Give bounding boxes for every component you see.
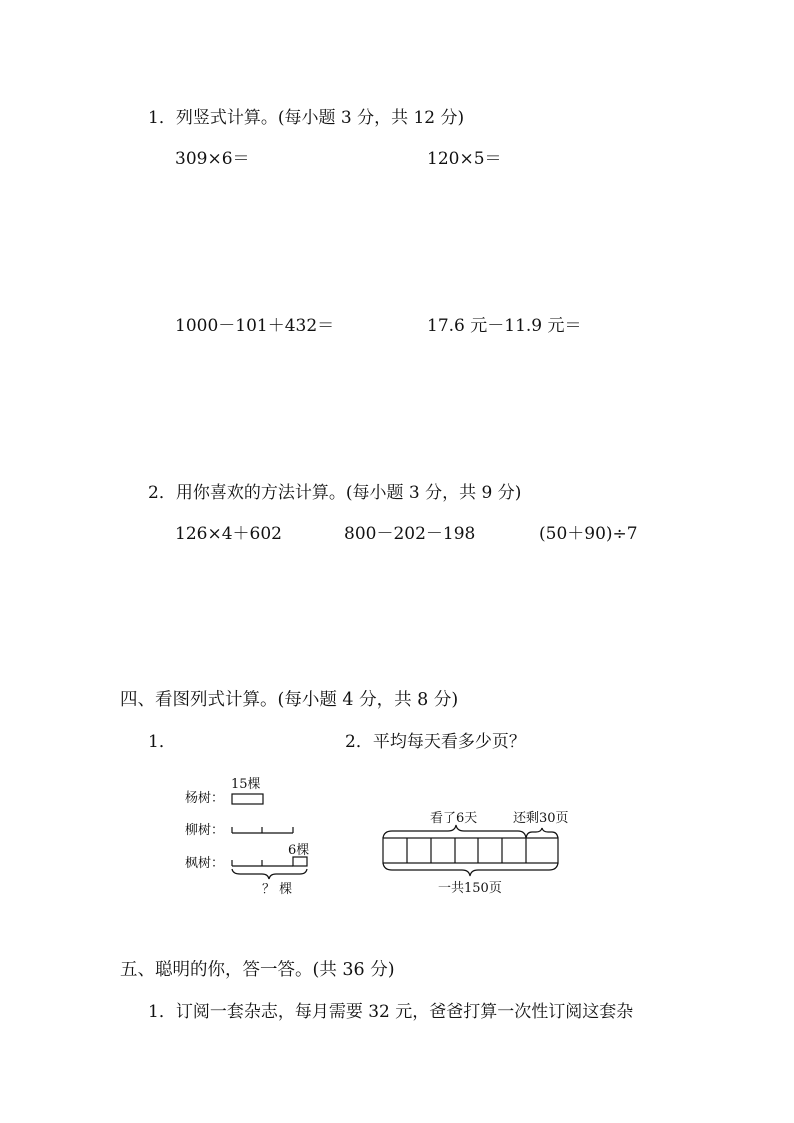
feng-total-brace — [232, 869, 307, 879]
total-pages-brace — [383, 863, 558, 876]
q1-item-4: 17.6 元－11.9 元＝ — [427, 316, 582, 336]
left-pages-brace — [526, 828, 558, 838]
read-days-label: 看了6天 — [430, 811, 478, 826]
feng-extra-box — [293, 857, 307, 866]
s4-q1-label: 1． — [148, 732, 176, 752]
read-days-brace — [383, 825, 526, 838]
tree-diagram — [185, 776, 309, 897]
q2-item-2: 800－202－198 — [344, 524, 476, 544]
row-label-feng: 枫树： — [185, 856, 225, 871]
pages-bar — [383, 838, 558, 863]
total-pages-label: 一共150页 — [438, 881, 502, 896]
q2-item-3: (50＋90)÷7 — [539, 524, 638, 544]
left-pages-label: 还剩30页 — [513, 811, 569, 826]
section4-heading: 四、看图列式计算。(每小题 4 分，共 8 分) — [120, 690, 459, 710]
row-label-liu: 柳树： — [185, 823, 225, 838]
feng-extra-label: 6棵 — [288, 843, 310, 858]
q1-item-2: 120×5＝ — [427, 149, 502, 169]
q1-item-1: 309×6＝ — [175, 149, 250, 169]
pages-diagram — [383, 811, 569, 896]
section5-heading: 五、聪明的你，答一答。(共 36 分) — [120, 960, 395, 980]
q2-item-1: 126×4＋602 — [175, 524, 282, 544]
s4-q2-label: 2．平均每天看多少页？ — [345, 732, 526, 752]
yang-value-label: 15棵 — [231, 777, 261, 792]
q1-item-3: 1000－101＋432＝ — [175, 316, 335, 336]
yang-bar — [232, 794, 263, 804]
s5-q1-text: 1．订阅一套杂志，每月需要 32 元，爸爸打算一次性订阅这套杂 — [148, 1002, 634, 1022]
feng-total-label: ？ 棵 — [262, 882, 293, 897]
row-label-yang: 杨树： — [185, 791, 225, 806]
q2-title: 2．用你喜欢的方法计算。(每小题 3 分，共 9 分) — [148, 483, 522, 503]
q1-title: 1．列竖式计算。(每小题 3 分，共 12 分) — [148, 108, 465, 128]
